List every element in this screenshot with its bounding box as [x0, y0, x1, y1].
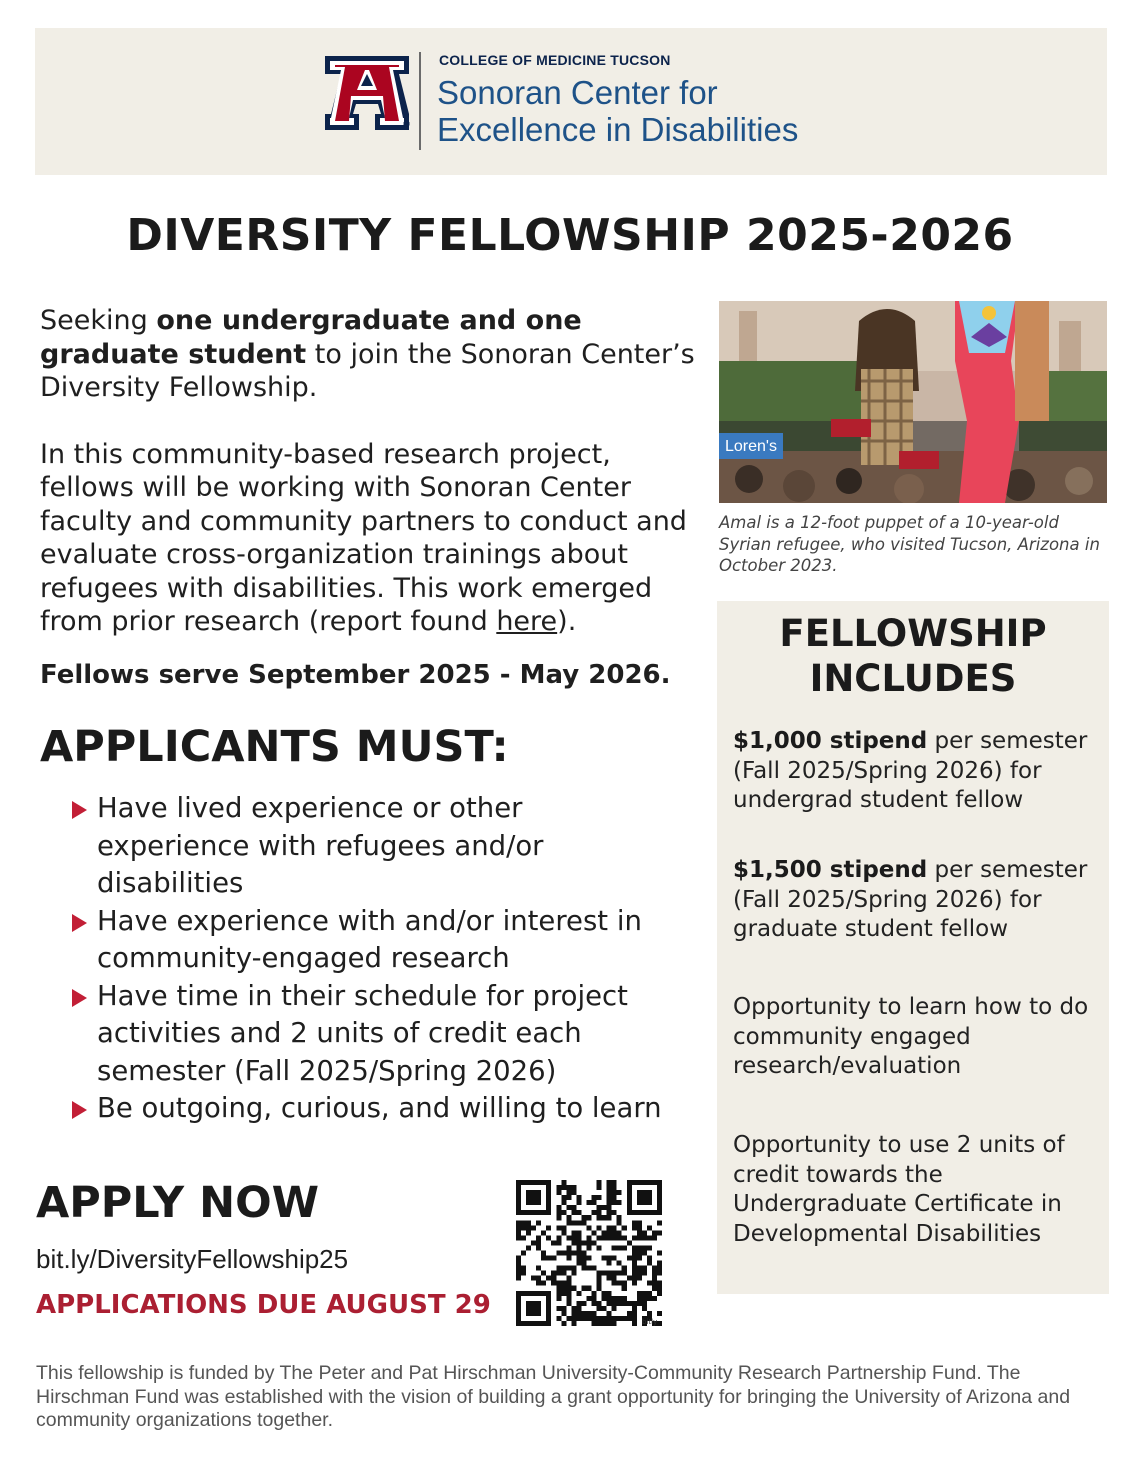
requirements-list	[70, 790, 670, 1128]
requirement-text: Be outgoing, curious, and willing to learn	[97, 1092, 662, 1124]
intro-p1-bold: one undergraduate and one graduate student	[40, 305, 582, 370]
qr-finder-pattern	[526, 1301, 541, 1316]
credit-opportunity-item: Opportunity to use 2 units of credit towards the Undergraduate Certificate in Developmental Disabilities	[733, 1132, 1065, 1247]
applicants-heading: APPLICANTS MUST:	[40, 722, 509, 772]
bitly-label: bitly	[642, 1318, 658, 1326]
red-arrow-icon	[72, 989, 87, 1007]
grad-stipend-amount: $1,500 stipend	[733, 857, 928, 883]
header-band	[35, 28, 1107, 175]
intro-paragraph-2	[40, 438, 710, 639]
qr-code[interactable]	[516, 1180, 662, 1326]
intro-text	[40, 304, 710, 639]
center-name-line-1: Sonoran Center for	[437, 74, 718, 111]
intro-p2-post: ).	[557, 606, 577, 637]
undergrad-stipend-item	[733, 727, 1103, 816]
page-title: DIVERSITY FELLOWSHIP 2025-2026	[126, 210, 1014, 261]
university-of-arizona-logo	[321, 52, 413, 134]
header-divider	[419, 52, 421, 150]
funding-footnote: This fellowship is funded by The Peter and Pat Hirschman University-Community Research Partnership Fund. The Hirschman Fund was established with the vision of building a grant opportunity for bringing the University of Arizona and community organizations together.	[36, 1362, 1071, 1431]
undergrad-stipend-amount: $1,000 stipend	[733, 728, 928, 754]
undergrad-stipend-text: per semester (Fall 2025/Spring 2026) for undergrad student fellow	[733, 728, 1088, 813]
intro-p1-pre: Seeking	[40, 305, 157, 336]
includes-heading-line-2: INCLUDES	[809, 657, 1017, 700]
grad-stipend-item	[733, 856, 1103, 945]
requirement-item	[70, 903, 670, 978]
photo-caption: Amal is a 12-foot puppet of a 10-year-old Syrian refugee, who visited Tucson, Arizona in October 2023.	[719, 513, 1100, 575]
center-name	[437, 74, 798, 148]
requirement-item	[70, 978, 670, 1091]
fellowship-includes-panel	[717, 601, 1109, 1294]
qr-finder-pattern	[526, 1190, 541, 1205]
center-name-line-2: Excellence in Disabilities	[437, 111, 799, 148]
report-link[interactable]: here	[496, 606, 558, 637]
photo-sign-text: Loren's	[725, 438, 777, 455]
requirement-text: Have lived experience or other experience with refugees and/or disabilities	[97, 792, 544, 899]
grad-stipend-text: per semester (Fall 2025/Spring 2026) for graduate student fellow	[733, 857, 1088, 942]
intro-p1-post: to join the Sonoran Center’s Diversity Fellowship.	[40, 338, 695, 403]
fellowship-includes-heading	[717, 611, 1109, 701]
red-arrow-icon	[72, 1101, 87, 1119]
qr-finder-pattern	[637, 1190, 652, 1205]
amal-puppet-photo	[719, 301, 1107, 503]
red-arrow-icon	[72, 914, 87, 932]
requirement-item	[70, 790, 670, 903]
application-deadline: APPLICATIONS DUE AUGUST 29	[36, 1290, 491, 1320]
service-dates: Fellows serve September 2025 - May 2026.	[40, 660, 671, 690]
application-link[interactable]: bit.ly/DiversityFellowship25	[36, 1244, 349, 1274]
apply-now-heading: APPLY NOW	[36, 1178, 320, 1228]
college-name: COLLEGE OF MEDICINE TUCSON	[439, 52, 671, 68]
requirement-item	[70, 1090, 670, 1128]
requirement-text: Have experience with and/or interest in community-engaged research	[97, 904, 642, 974]
includes-heading-line-1: FELLOWSHIP	[779, 612, 1047, 655]
photo-illustration	[719, 301, 1107, 503]
intro-paragraph-1	[40, 304, 710, 405]
research-opportunity-item: Opportunity to learn how to do community engaged research/evaluation	[733, 994, 1089, 1079]
requirement-text: Have time in their schedule for project activities and 2 units of credit each semester (Fall 2025/Spring 2026)	[97, 979, 628, 1087]
registered-mark: ®	[402, 120, 411, 130]
red-arrow-icon	[72, 801, 87, 819]
intro-p2-pre: In this community-based research project, fellows will be working with Sonoran Center faculty and community partners to conduct and evaluate cross-organization trainings about refugees with disabilities. This work emerged from prior research (report found	[40, 438, 687, 637]
